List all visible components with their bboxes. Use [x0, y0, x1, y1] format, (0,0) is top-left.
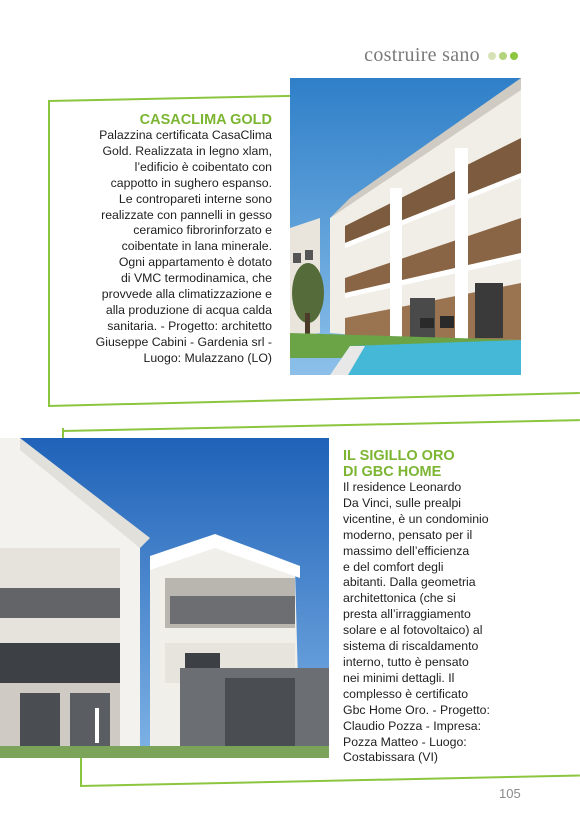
casaclima-line: provvede alla climatizzazione e: [101, 287, 272, 302]
casaclima-line: Palazzina certificata CasaClima: [99, 128, 272, 142]
section-dots: [488, 52, 518, 60]
casaclima-line: l’edificio è coibentato con: [134, 159, 272, 174]
gbc-line: architettonica (che si: [343, 591, 456, 606]
gbc-line: nei minimi dettagli. Il: [343, 670, 455, 685]
casaclima-line: cappotto in sughero espanso.: [110, 175, 272, 190]
casaclima-text-block: [72, 112, 272, 367]
gbc-line: vicentine, è un condominio: [343, 511, 489, 526]
gbc-line: complesso è certificato: [343, 686, 469, 701]
casaclima-building-photo: [290, 78, 521, 375]
gbc-residence-photo: [0, 438, 329, 758]
frame2-top-line: [62, 419, 580, 432]
gbc-line: abitanti. Dalla geometria: [343, 575, 476, 590]
gbc-title-line: IL SIGILLO ORO: [343, 448, 455, 464]
dot-light: [488, 52, 496, 60]
casaclima-line: di VMC termodinamica, che: [120, 271, 272, 286]
page-number: 105: [499, 786, 521, 801]
gbc-line: Costabissara (VI): [343, 750, 438, 765]
gbc-line: Il residence Leonardo: [343, 480, 462, 494]
gbc-line: massimo dell’efficienza: [343, 543, 470, 558]
gbc-line: e del comfort degli: [343, 559, 444, 574]
casaclima-line: realizzate con pannelli in gesso: [101, 207, 272, 222]
gbc-line: solare e al fotovoltaico) al: [343, 623, 483, 638]
gbc-text-block: [343, 448, 521, 766]
gbc-line: sistema di riscaldamento: [343, 639, 479, 654]
dot-medium: [499, 52, 507, 60]
gbc-line: Claudio Pozza - Impresa:: [343, 718, 482, 733]
casaclima-title: CASACLIMA GOLD: [139, 112, 272, 128]
gbc-line: presta all’irraggiamento: [343, 607, 471, 622]
section-title: costruire sano: [364, 44, 480, 66]
casaclima-line: Gold. Realizzata in legno xlam,: [102, 143, 272, 158]
gbc-line: Gbc Home Oro. - Progetto:: [343, 702, 490, 717]
gbc-title-line: DI GBC HOME: [343, 464, 442, 480]
casaclima-line: Le contropareti interne sono: [118, 191, 272, 206]
frame2-left-bottom-line: [80, 755, 82, 787]
frame1-top-line: [48, 95, 293, 102]
casaclima-line: ceramico fibrorinforzato e: [133, 223, 272, 238]
casaclima-line: sanitaria. - Progetto: architetto: [107, 318, 272, 333]
gbc-line: Pozza Matteo - Luogo:: [343, 734, 467, 749]
casaclima-line: alla produzione di acqua calda: [105, 302, 272, 317]
dot-dark: [510, 52, 518, 60]
gbc-line: interno, tutto è pensato: [343, 654, 469, 669]
section-header: [364, 44, 518, 67]
casaclima-line: coibentate in lana minerale.: [121, 239, 272, 254]
gbc-line: Da Vinci, sulle prealpi: [343, 495, 462, 510]
frame1-left-line: [48, 100, 50, 407]
casaclima-line: Ogni appartamento è dotato: [118, 255, 272, 270]
gbc-line: moderno, pensato per il: [343, 527, 473, 542]
casaclima-line: Giuseppe Cabini - Gardenia srl -: [95, 334, 272, 349]
casaclima-line: Luogo: Mulazzano (LO): [143, 350, 272, 365]
frame1-bottom-line: [48, 392, 580, 407]
